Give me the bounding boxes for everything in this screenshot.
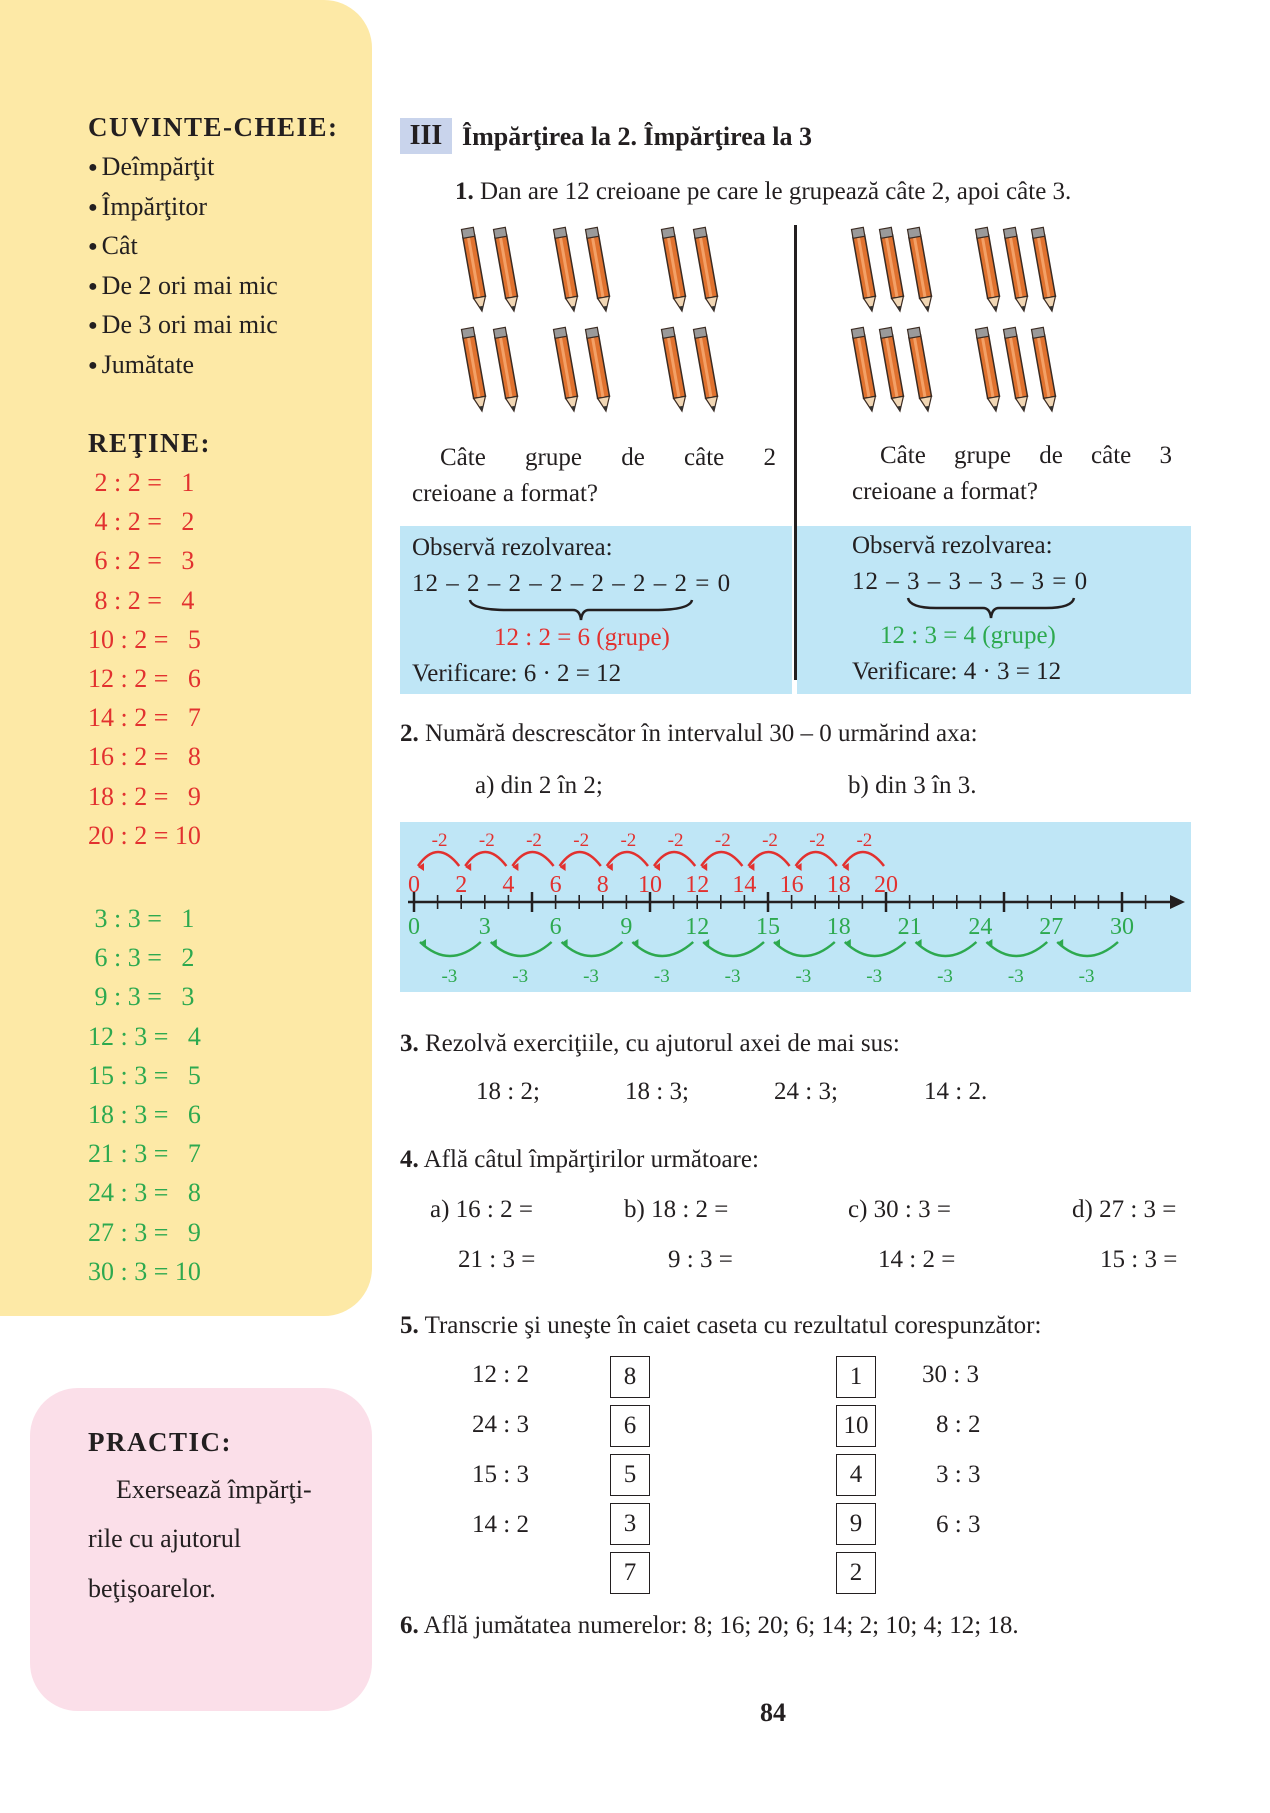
ex6-text: Află jumătatea numerelor: 8; 16; 20; 6; 14; 2; 10; 4; 12; 18. (423, 1612, 1019, 1639)
axis-bottom-label: 21 (897, 914, 922, 940)
jump-label: -2 (526, 830, 542, 851)
result-box: 4 (836, 1454, 876, 1496)
pencil-icon (553, 327, 579, 412)
right-question: Câte grupe de câte 3 (880, 442, 1172, 469)
jump-arc-3 (986, 942, 1047, 956)
jump-label: -3 (441, 966, 458, 987)
jump-arc-3 (632, 942, 693, 956)
right-verify: Verificare: 4 · 3 = 12 (852, 658, 1062, 685)
ex3-statement (400, 1030, 900, 1058)
axis-top-label: 6 (549, 872, 562, 898)
ex4-item: a) 16 : 2 = (430, 1196, 533, 1223)
right-observe: Observă rezolvarea: (852, 532, 1053, 559)
pencil-icon (907, 327, 933, 412)
ex4-item: d) 27 : 3 = (1072, 1196, 1177, 1223)
pencil-icon (879, 227, 905, 312)
ex5-statement (400, 1312, 1041, 1340)
pencil-icon (493, 327, 519, 412)
page-title: Împărţirea la 2. Împărţirea la 3 (462, 122, 812, 151)
jump-label: -2 (620, 830, 637, 851)
ex5-text: Transcrie şi uneşte în caiet caseta cu rezultatul corespunzător: (424, 1312, 1042, 1339)
right-expression: 30 : 3 (922, 1361, 979, 1388)
left-result: 12 : 2 = 6 (grupe) (494, 624, 670, 651)
ex3-item: 24 : 3; (774, 1078, 838, 1105)
keywords-title: CUVINTE-CHEIE: (88, 112, 339, 142)
ex6-statement (400, 1612, 1019, 1640)
jump-label: -3 (512, 966, 529, 987)
axis-bottom-label: 24 (968, 914, 993, 940)
div3-row: 27 : 3 = 9 (88, 1217, 201, 1247)
jump-arc-2 (796, 852, 837, 866)
jump-label: -3 (653, 966, 670, 987)
ex3-text: Rezolvă exerciţiile, cu ajutorul axei de mai sus: (425, 1030, 900, 1057)
bullet-icon: ● (88, 238, 102, 255)
pencil-icon (975, 327, 1001, 412)
axis-top-label: 12 (685, 872, 710, 898)
axis-bottom-label: 30 (1110, 914, 1134, 940)
ex4-item: b) 18 : 2 = (624, 1196, 729, 1223)
pencil-groups-of-3 (836, 218, 1076, 418)
practic-line: Exersează împărţi- (116, 1475, 312, 1504)
right-result: 12 : 3 = 4 (grupe) (880, 622, 1056, 649)
ex3-item: 14 : 2. (924, 1078, 988, 1105)
ex5-number: 5. (400, 1312, 419, 1339)
retine-title: REŢINE: (88, 428, 212, 458)
keyword-item (88, 350, 194, 380)
right-expression: 8 : 2 (936, 1411, 981, 1438)
div2-row: 12 : 2 = 6 (88, 664, 201, 693)
pencil-icon (461, 227, 487, 312)
jump-label: -2 (809, 830, 826, 851)
axis-top-label: 20 (874, 872, 898, 898)
pencil-icon (1031, 227, 1057, 312)
jump-arc-2 (607, 852, 648, 866)
div2-row: 14 : 2 = 7 (88, 703, 201, 733)
ex4-item: 14 : 2 = (878, 1246, 956, 1273)
jump-arc-3 (420, 942, 481, 956)
pencil-icon (693, 327, 719, 412)
ex4-item: 9 : 3 = (668, 1246, 733, 1273)
axis-bottom-label: 18 (826, 914, 851, 940)
axis-bottom-label: 6 (549, 914, 562, 940)
pencil-icon (1003, 327, 1029, 412)
right-expression: 6 : 3 (936, 1511, 981, 1538)
ex4-statement (400, 1146, 759, 1174)
axis-bottom-label: 9 (620, 914, 633, 940)
jump-arc-2 (512, 852, 553, 866)
pencil-icon (553, 227, 579, 312)
ex1-number: 1. (455, 178, 474, 205)
ex3-item: 18 : 3; (625, 1078, 689, 1105)
page-number: 84 (760, 1698, 786, 1727)
jump-label: -3 (1078, 966, 1095, 987)
jump-label: -2 (714, 830, 731, 851)
keyword-label: Deîmpărţit (101, 152, 215, 181)
ex4-number: 4. (400, 1146, 419, 1173)
div2-row: 20 : 2 = 10 (88, 820, 201, 850)
pencil-icon (661, 327, 687, 412)
left-observe: Observă rezolvarea: (412, 534, 613, 561)
left-question-line2: creioane a format? (412, 480, 598, 507)
div2-row: 4 : 2 = 2 (88, 507, 195, 537)
left-brace (468, 598, 694, 624)
jump-label: -3 (583, 966, 599, 987)
chapter-badge: III (400, 118, 452, 154)
div3-row: 3 : 3 = 1 (88, 904, 195, 933)
ex2-number: 2. (400, 720, 419, 747)
div3-row: 24 : 3 = 8 (88, 1178, 201, 1208)
ex2-text: Numără descrescător în intervalul 30 – 0 urmărind axa: (425, 720, 978, 747)
keyword-label: De 3 ori mai mic (101, 310, 278, 339)
div2-row: 10 : 2 = 5 (88, 624, 201, 654)
result-box: 2 (836, 1552, 876, 1594)
jump-label: -3 (1007, 966, 1024, 987)
axis-bottom-label: 0 (408, 914, 420, 940)
jump-arc-3 (1057, 942, 1118, 956)
ex1-text: Dan are 12 creioane pe care le grupează câte 2, apoi câte 3. (480, 178, 1072, 205)
keyword-label: Jumătate (101, 349, 195, 379)
div3-row: 6 : 3 = 2 (88, 943, 195, 973)
left-expression: 14 : 2 (472, 1511, 529, 1538)
axis-bottom-label: 12 (685, 914, 710, 940)
axis-top-label: 2 (455, 872, 468, 898)
jump-arc-2 (654, 852, 695, 866)
jump-arc-2 (843, 852, 884, 866)
ex4-item: 21 : 3 = (458, 1246, 536, 1273)
pencil-icon (907, 227, 933, 312)
result-box: 6 (610, 1405, 650, 1447)
div2-row: 6 : 2 = 3 (88, 546, 195, 576)
left-expression: 24 : 3 (472, 1411, 529, 1438)
axis-bottom-label: 27 (1039, 914, 1064, 940)
ex1-statement (455, 178, 1071, 206)
jump-label: -3 (724, 966, 741, 987)
bullet-icon: ● (88, 356, 102, 374)
practic-line: rile cu ajutorul (88, 1524, 242, 1553)
div2-row: 8 : 2 = 4 (88, 585, 195, 615)
div3-row: 15 : 3 = 5 (88, 1060, 201, 1090)
div2-row: 2 : 2 = 1 (88, 468, 195, 497)
number-axis (400, 822, 1191, 992)
jump-arc-3 (703, 942, 764, 956)
jump-label: -2 (431, 830, 448, 851)
jump-arc-3 (562, 942, 623, 956)
ex4-item: 15 : 3 = (1100, 1246, 1178, 1273)
pencil-groups-of-2 (456, 218, 786, 418)
pencil-icon (585, 227, 611, 312)
jump-label: -2 (856, 830, 873, 851)
left-verify: Verificare: 6 · 2 = 12 (412, 660, 622, 687)
pencil-icon (1031, 327, 1057, 412)
pencil-icon (851, 327, 877, 412)
div2-row: 18 : 2 = 9 (88, 781, 201, 811)
jump-arc-2 (418, 852, 459, 866)
div3-row: 18 : 3 = 6 (88, 1100, 201, 1129)
ex4-item: c) 30 : 3 = (848, 1196, 951, 1223)
jump-label: -3 (795, 966, 812, 987)
ex3-number: 3. (400, 1030, 419, 1057)
result-box: 3 (610, 1503, 650, 1545)
bullet-icon: ● (88, 317, 102, 334)
jump-arc-3 (774, 942, 835, 956)
right-expression: 3 : 3 (936, 1461, 981, 1488)
div3-row: 12 : 3 = 4 (88, 1021, 201, 1051)
left-subtraction: 12 – 2 – 2 – 2 – 2 – 2 – 2 = 0 (412, 570, 732, 597)
jump-arc-2 (465, 852, 506, 866)
jump-arc-2 (560, 852, 601, 866)
right-question-line2: creioane a format? (852, 478, 1038, 505)
right-brace (906, 596, 1076, 622)
ex4-text: Află câtul împărţirilor următoare: (423, 1146, 759, 1173)
keyword-label: Cât (101, 231, 138, 260)
pencil-icon (693, 227, 719, 312)
pencil-icon (1003, 227, 1029, 312)
jump-label: -3 (937, 966, 953, 987)
div3-row: 9 : 3 = 3 (88, 982, 195, 1012)
jump-arc-2 (701, 852, 742, 866)
result-box: 7 (610, 1552, 650, 1594)
ex3-item: 18 : 2; (476, 1078, 540, 1105)
pencil-icon (493, 227, 519, 312)
result-box: 1 (836, 1356, 876, 1398)
keyword-label: De 2 ori mai mic (101, 270, 278, 300)
keyword-item (88, 231, 138, 261)
pencil-icon (975, 227, 1001, 312)
ex2-statement (400, 720, 978, 748)
result-box: 8 (610, 1356, 650, 1398)
left-expression: 15 : 3 (472, 1461, 529, 1488)
left-question: Câte grupe de câte 2 (440, 444, 776, 471)
axis-top-label: 14 (732, 872, 757, 898)
jump-label: -2 (478, 830, 495, 851)
right-subtraction: 12 – 3 – 3 – 3 – 3 = 0 (852, 568, 1089, 595)
jump-label: -2 (762, 830, 778, 851)
keyword-item (88, 152, 214, 182)
jump-arc-3 (916, 942, 977, 956)
pencil-icon (879, 327, 905, 412)
axis-top-label: 18 (826, 872, 851, 898)
jump-arc-3 (845, 942, 906, 956)
axis-top-label: 0 (408, 872, 420, 898)
pencil-icon (585, 327, 611, 412)
axis-top-label: 8 (596, 872, 609, 898)
axis-bottom-label: 3 (478, 914, 491, 940)
ex6-number: 6. (400, 1612, 419, 1639)
result-box: 9 (836, 1503, 876, 1545)
ex2-option-a: a) din 2 în 2; (475, 772, 603, 799)
keyword-label: Împărţitor (101, 191, 208, 221)
pencil-icon (461, 327, 487, 412)
keyword-item (88, 271, 278, 301)
keyword-item (88, 310, 278, 340)
div3-row: 30 : 3 = 10 (88, 1256, 201, 1286)
practic-line: beţişoarelor. (88, 1574, 216, 1603)
bullet-icon: ● (88, 198, 102, 216)
jump-label: -3 (866, 966, 883, 987)
jump-arc-3 (491, 942, 552, 956)
pencil-icon (851, 227, 877, 312)
jump-label: -2 (573, 830, 590, 851)
axis-top-label: 4 (502, 872, 515, 898)
axis-top-label: 10 (638, 872, 662, 898)
left-expression: 12 : 2 (472, 1361, 529, 1388)
bullet-icon: ● (88, 277, 102, 295)
result-box: 5 (610, 1454, 650, 1496)
ex2-option-b: b) din 3 în 3. (848, 772, 977, 799)
bullet-icon: ● (88, 159, 102, 176)
result-box: 10 (836, 1405, 876, 1447)
jump-arc-2 (748, 852, 789, 866)
div2-row: 16 : 2 = 8 (88, 742, 201, 772)
axis-bottom-label: 15 (756, 914, 780, 940)
practic-title: PRACTIC: (88, 1427, 232, 1457)
jump-label: -2 (667, 830, 684, 851)
axis-arrow-icon (1170, 895, 1185, 909)
pencil-icon (661, 227, 687, 312)
axis-top-label: 16 (779, 872, 804, 898)
div3-row: 21 : 3 = 7 (88, 1139, 201, 1169)
keyword-item (88, 192, 207, 222)
